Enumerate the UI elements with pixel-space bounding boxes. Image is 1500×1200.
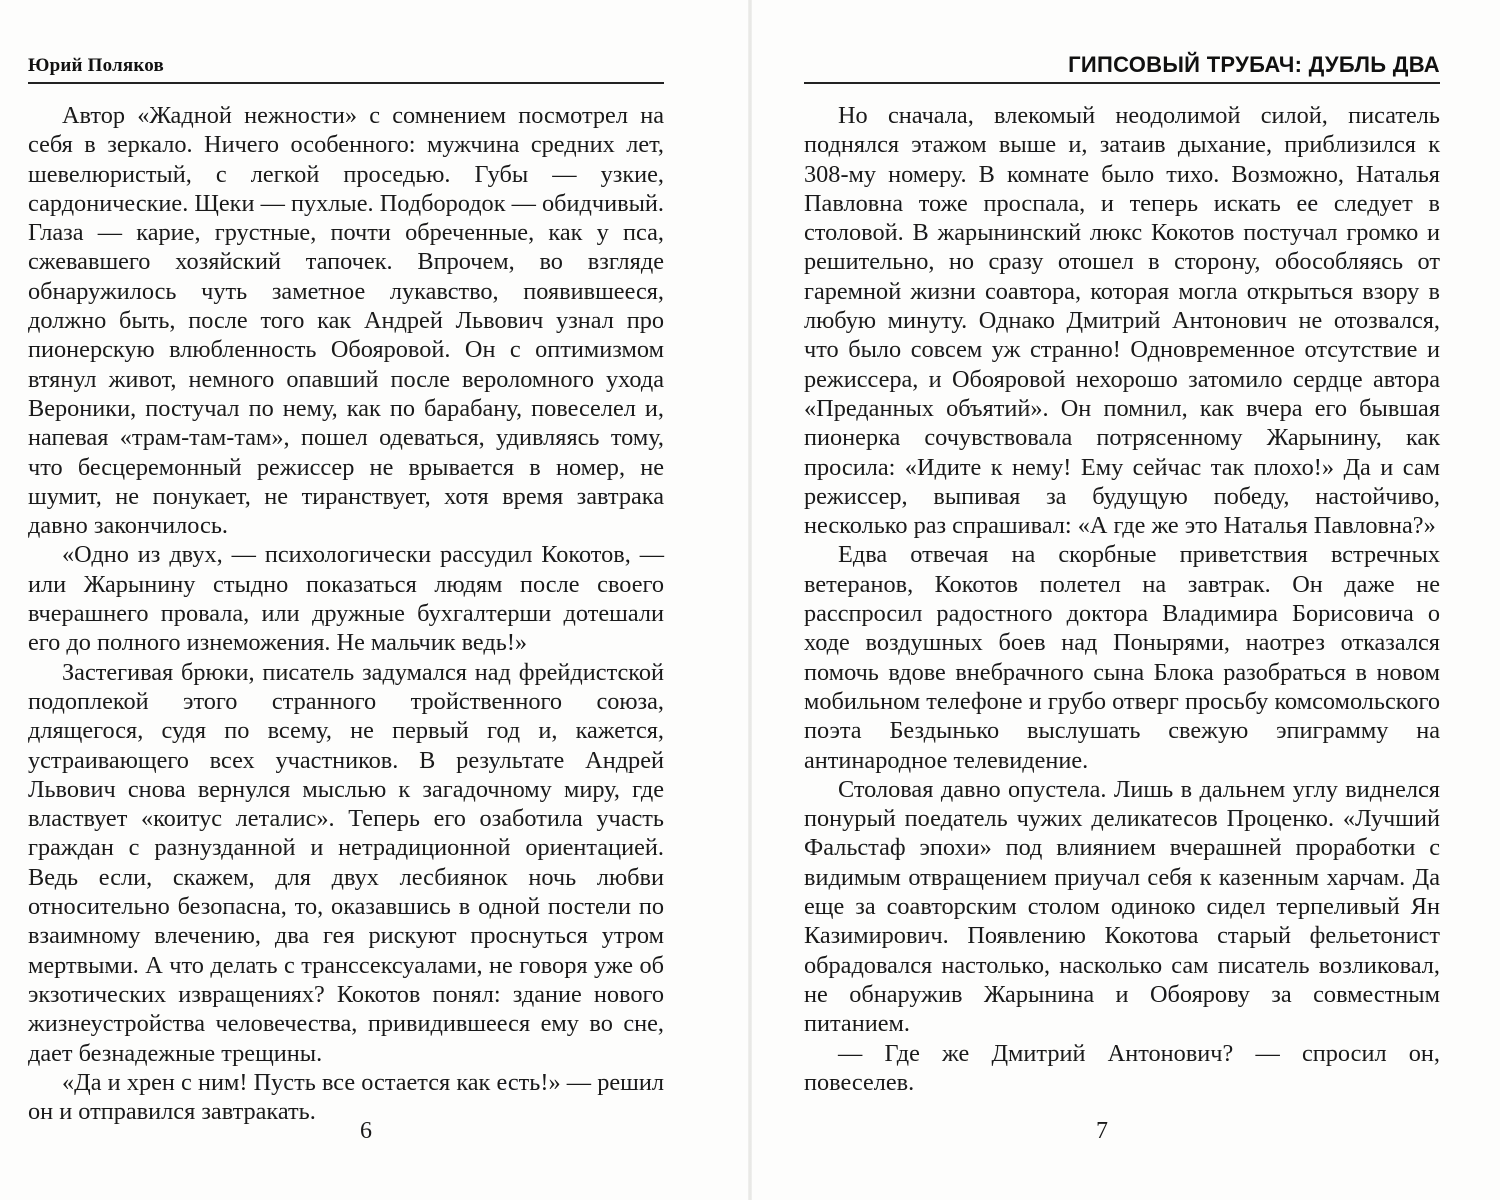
right-page (804, 0, 1440, 1200)
paragraph: Едва отвечая на скорбные приветствия встречных ветеранов, Кокотов полетел на завтрак. Он даже не расспросил радостного доктора Владимира Борисовича о ходе воздушных боев над Понырями, наотрез отказался помочь вдове внебрачного сына Блока разобраться в новом мобильном телефоне и грубо отверг просьбу комсомольского поэта Бездынько выслушать свежую эпиграмму на антинародное телевидение. (804, 541, 1440, 774)
left-page (28, 0, 664, 1200)
paragraph: Застегивая брюки, писатель задумался над фрейдистской подоплекой этого странного тройственного союза, длящегося, судя по всему, не первый год и, кажется, устраивающего всех участников. В результате Андрей Львович снова вернулся мыслью к загадочному миру, где властвует «коитус леталис». Теперь его озаботила участь граждан с разнузданной и нетрадиционной ориентацией. Ведь если, скажем, для двух лесбиянок ночь любви относительно безопасна, то, оказавшись в одной постели по взаимному влечению, два гея рискуют проснуться утром мертвыми. А что делать с транссексуалами, не говоря уже об экзотических извращениях? Кокотов понял: здание нового жизнеустройства человечества, привидившееся ему во сне, дает безнадежные трещины. (28, 658, 664, 1067)
running-head (28, 52, 664, 84)
running-head (804, 52, 1440, 84)
paragraph: Столовая давно опустела. Лишь в дальнем углу виднелся понурый поедатель чужих деликатесов Проценко. «Лучший Фальстаф эпохи» под влиянием вчерашней проработки с видимым отвращением приучал себя к казенным харчам. Да еще за соавторским столом одиноко сидел терпеливый Ян Казимирович. Появлению Кокотова старый фельетонист обрадовался настолько, насколько сам писатель возликовал, не обнаружив Жарынина и Обоярову за совместным питанием. (804, 775, 1440, 1038)
paragraph: Но сначала, влекомый неодолимой силой, писатель поднялся этажом выше и, затаив дыхание, приблизился к 308-му номеру. В комнате было тихо. Возможно, Наталья Павловна тоже проспала, и теперь искать ее следует в столовой. В жарынинский люкс Кокотов постучал громко и решительно, но сразу отошел в сторону, обособляясь от гаремной жизни соавтора, которая могла открыться взору в любую минуту. Однако Дмитрий Антонович не отозвался, что было совсем уж странно! Одновременное отсутствие и режиссера, и Обояровой нехорошо затомило сердце автора «Преданных объятий». Он помнил, как вчера его бывшая пионерка сочувствовала потрясенному Жарынину, как просила: «Идите к нему! Ему сейчас так плохо!» Да и сам режиссер, выпивая за будущую победу, настойчиво, несколько раз спрашивал: «А где же это Наталья Павловна?» (804, 102, 1440, 540)
page-body (28, 101, 664, 1126)
running-head-title: ГИПСОВЫЙ ТРУБАЧ: ДУБЛЬ ДВА (1068, 52, 1440, 77)
book-gutter (748, 0, 752, 1200)
page-number: 7 (1096, 1118, 1108, 1144)
paragraph: — Где же Дмитрий Антонович? — спросил он, повеселев. (804, 1039, 1440, 1096)
running-head-author: Юрий Поляков (28, 55, 164, 76)
paragraph: Автор «Жадной нежности» с сомнением посмотрел на себя в зеркало. Ничего особенного: мужчина средних лет, шевелюристый, с легкой проседью. Губы — узкие, сардонические. Щеки — пухлые. Подбородок — обидчивый. Глаза — карие, грустные, почти обреченные, как у пса, сжевавшего хозяйский тапочек. Впрочем, во взгляде обнаружилось чуть заметное лукавство, появившееся, должно быть, после того как Андрей Львович узнал про пионерскую влюбленность Обояровой. Он с оптимизмом втянул живот, немного опавший после вероломного ухода Вероники, постучал по нему, как по барабану, повеселел и, напевая «трам-там-там», пошел одеваться, удивляясь тому, что бесцеремонный режиссер не врывается в номер, не шумит, не понукает, не тиранствует, хотя время завтрака давно закончилось. (28, 102, 664, 540)
page-number: 6 (360, 1118, 372, 1144)
paragraph: «Одно из двух, — психологически рассудил Кокотов, — или Жарынину стыдно показаться людям после своего вчерашнего провала, или дружные бухгалтерши дотешали его до полного изнеможения. Не мальчик ведь!» (28, 541, 664, 657)
page-body (804, 101, 1440, 1097)
paragraph: «Да и хрен с ним! Пусть все остается как есть!» — решил он и отправился завтракать. (28, 1068, 664, 1126)
